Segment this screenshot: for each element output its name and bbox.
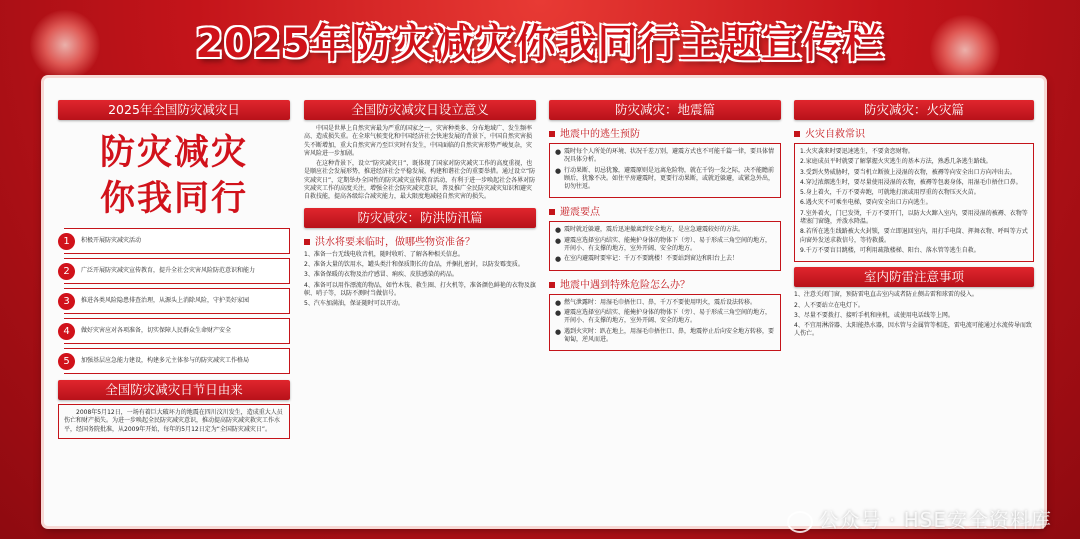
earthquake-point: ● 避震应选择室内结实、能掩护身体的物体下（旁）、易于形成三角空间的地方，开间小、有支撑的地方，室外开阔、安全的地方。 (555, 237, 775, 254)
earthquake-point: ● 震时每个人所处的环境、状况千差万别，避震方式也不可能千篇一律，要具体情况具体分析。 (555, 148, 775, 165)
slogan-line-1: 防灾减灾 (99, 133, 248, 173)
section-header-lightning: 室内防雷注意事项 (794, 267, 1034, 287)
earthquake-point: ● 避震应选择室内结实、能掩护身体的物体下（旁）、易于形成三角空间的地方，开间小、有支撑的地方，室外开阔、安全的地方。 (555, 309, 775, 326)
square-bullet-icon (549, 131, 555, 137)
fire-item: 8.若所在逃生线路被大火封锁，要立即退回室内，用打手电筒、挥舞衣物、呼叫等方式向窗外发送求救信号，等待救援。 (800, 228, 1028, 244)
wechat-icon (787, 511, 813, 533)
fire-subheader (794, 125, 1034, 140)
earthquake-subheader-text: 避震要点 (560, 207, 600, 219)
flood-list (304, 251, 536, 309)
significance-text (304, 125, 536, 202)
earthquake-subheader-2 (549, 203, 781, 218)
initiative-text: 做好灾害应对各项准备，切实保障人民群众生命财产安全 (81, 326, 232, 334)
section-header-fire: 防灾减灾：火灾篇 (794, 100, 1034, 120)
column-significance (304, 100, 536, 539)
initiative-item (64, 228, 290, 254)
fire-item: 4.穿过浓烟逃生时，要尽量使用浸湿的衣物，被褥等包裹身体，用湿毛巾捂住口鼻。 (800, 178, 1022, 186)
initiative-list (64, 228, 290, 374)
lightning-item: 1、注意关闭门窗，预防雷电直击室内或者防止侧击雷和球雷的侵入。 (794, 291, 978, 299)
initiative-number: 4 (58, 323, 75, 340)
column-disaster-day (58, 100, 290, 539)
initiative-number: 5 (58, 353, 75, 370)
initiative-text: 广泛开展防灾减灾宣传教育，提升全社会灾害风险防范意识和能力 (81, 266, 256, 274)
lightning-item: 4、不宜用淋浴器、太阳能热水器，因水管与金属管等相连，雷电流可能通过水流传导而致人伤亡。 (794, 322, 1032, 338)
initiative-number: 3 (58, 293, 75, 310)
slogan-line-2: 你我同行 (99, 179, 248, 219)
square-bullet-icon (794, 131, 800, 137)
section-header-flood: 防灾减灾：防洪防汛篇 (304, 208, 536, 228)
earthquake-box-1 (549, 143, 781, 198)
fire-item: 9.千万不要盲目跳楼，可利用疏散楼梯、阳台、落水管等逃生自救。 (800, 246, 980, 254)
column-fire (794, 100, 1034, 539)
watermark (787, 504, 1052, 533)
initiative-item (64, 258, 290, 284)
lightning-item: 3、尽量不要拨打、接听手机和座机，或使用电话线等上网。 (794, 311, 954, 319)
initiative-number: 1 (58, 233, 75, 250)
fire-item: 1.火灾袭来时要迅速逃生，不要贪恋财物。 (800, 148, 914, 155)
square-bullet-icon (549, 282, 555, 288)
flood-item: 3、准备保暖的衣物及治疗感冒、痢疾、皮肤感染的药品。 (304, 271, 458, 279)
earthquake-point: ● 遇到火灾时：趴在地上，用湿毛巾捂住口、鼻，地震停止后向安全地方转移，要匍匐，逆风而进。 (555, 328, 775, 345)
initiative-text: 积极开展防灾减灾活动 (81, 236, 142, 244)
section-header-national-day: 2025年全国防灾减灾日 (58, 100, 290, 120)
watermark-text: 公众号 · HSE安全资料库 (818, 508, 1052, 532)
earthquake-point: ● 行动果断、切忌犹豫，避震原则是远离危险物，就在千钧一发之际，决不能瞻前顾后，犹豫不决。如住平房避震时，更要行动果断，或就近躲避，或紧急外出，切勿往返。 (555, 167, 775, 192)
fire-item: 7.室外着火，门已发烫，千万不要开门，以防大火蹿入室内，要用浸湿的被褥、衣物等堵塞门窗缝，并泼水降温。 (800, 209, 1028, 226)
section-header-significance: 全国防灾减灾日设立意义 (304, 100, 536, 120)
earthquake-point: ● 震时就近躲避，震后迅速撤离到安全地方，是应急避震较好的方法。 (555, 226, 775, 234)
earthquake-subheader-3 (549, 276, 781, 291)
fire-list (794, 143, 1034, 262)
flood-item: 4、准备可以用作漂流的物品，如竹木筏、救生圈、打火机等，准备颜色鲜艳的衣物及旗帜、哨子等，以防不测时当做信号。 (304, 281, 536, 297)
earthquake-subheader-text: 地震中的逃生预防 (560, 129, 640, 140)
page-title: 2025年防灾减灾你我同行主题宣传栏 (195, 21, 885, 67)
square-bullet-icon (549, 209, 555, 215)
lightning-list (794, 291, 1034, 338)
earthquake-box-3 (549, 294, 781, 351)
initiative-item (64, 288, 290, 314)
initiative-item (64, 348, 290, 374)
earthquake-subheader-text: 地震中遇到特殊危险怎么办？ (560, 279, 690, 291)
column-earthquake (549, 100, 781, 539)
flood-item: 1、准备一台无线电收音机，随时收听、了解各种相关信息。 (304, 250, 464, 258)
fire-item: 3.受到火势威胁时，要当机立断披上浸湿的衣物，被褥等向安全出口方向冲出去。 (800, 168, 1016, 176)
significance-paragraph-2: 在这种背景下，设立“防灾减灾日”，既体现了国家对防灾减灾工作的高度重视，也是顺应社会发展形势，推进经济社会平稳发展，构建和谐社会的重要举措。通过设立“防灾减灾日”，定期举办全国性的防灾减灾宣传教育活动，有利于进一步唤起社会各界对防灾减灾工作的高度关注，增强全社会防灾减灾意识，普及推广全民防灾减灾知识和避灾自救技能，提高各级综合减灾能力，最大限度地减轻自然灾害的损失。 (304, 160, 536, 201)
bulletin-board (44, 78, 1044, 526)
flood-subheader-text: 洪水将要来临时，做哪些物资准备？ (315, 236, 475, 248)
initiative-text: 加强基层应急能力建设，构建多元主体参与的防灾减灾工作格局 (81, 356, 250, 364)
fire-subheader-text: 火灾自救常识 (805, 129, 865, 140)
square-bullet-icon (304, 239, 310, 245)
initiative-text: 推进各类风险隐患排查治理，从源头上消除风险，守护美好家园 (81, 296, 250, 304)
section-header-earthquake: 防灾减灾：地震篇 (549, 100, 781, 120)
slogan (58, 130, 290, 222)
fire-item: 5.身上着火，千万不要奔跑，可就地打滚或用厚重的衣物压灭火苗。 (800, 189, 980, 197)
initiative-number: 2 (58, 263, 75, 280)
initiative-item (64, 318, 290, 344)
earthquake-point: ● 在室内避震时要牢记：千万不要跳楼！不要站到窗边和阳台上去！ (555, 255, 775, 263)
section-header-origin: 全国防灾减灾日节日由来 (58, 380, 290, 400)
flood-item: 2、准备大量的饮用水，罐头类汁和保质期长的食品，并捆扎密封，以防发霉变质。 (304, 260, 524, 268)
origin-text: 2008年5月12日，一场有着巨大破坏力的地震在四川汶川发生，造成重大人员伤亡和财产损失。为进一步唤起全民防灾减灾意识，推动提高防灾减灾救灾工作水平，经国务院批准，从2009年开始，每年的5月12日定为“全国防灾减灾日”。 (58, 404, 290, 439)
fire-item: 2.家庭成员平时就要了解掌握火灾逃生的基本方法，熟悉几条逃生路线。 (800, 158, 992, 166)
fire-item: 6.遇火灾不可乘坐电梯，要向安全出口方向逃生。 (800, 199, 932, 207)
flood-item: 5、汽车加满油，保证随时可以开动。 (304, 300, 404, 308)
earthquake-box-2 (549, 221, 781, 270)
flood-subheader (304, 233, 536, 248)
lightning-item: 2、人不要站立在电灯下。 (794, 301, 864, 309)
significance-paragraph-1: 中国是世界上自然灾害最为严重的国家之一，灾害种类多、分布地域广、发生频率高、造成损失重。在全球气候变化和中国经济社会快速发展的背景下，中国自然灾害损失不断增加，重大自然灾害乃至巨灾时有发生，中国面临的自然灾害形势严峻复杂，灾害风险进一步加剧。 (304, 125, 533, 157)
earthquake-point: ● 燃气泄露时：用湿毛巾捂住口、鼻，千万不要使用明火，震后设法转移。 (555, 299, 775, 307)
earthquake-subheader-1 (549, 125, 781, 140)
